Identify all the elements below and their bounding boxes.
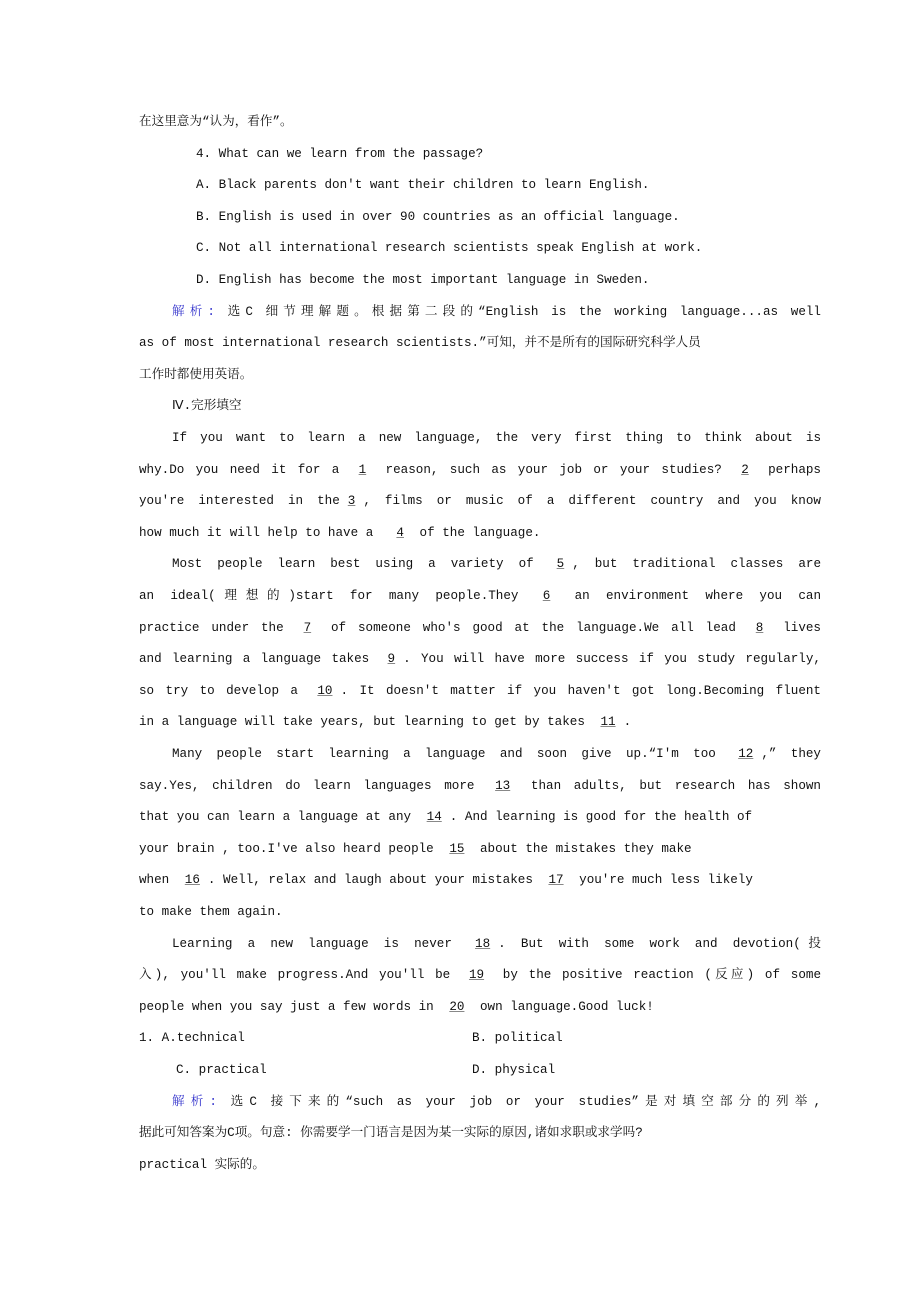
text-line <box>139 681 821 701</box>
text-line <box>139 1155 265 1175</box>
text-segment: . And learning is good for the health of <box>449 810 753 825</box>
text-segment: practice under the <box>139 620 296 635</box>
text-segment: ,” they <box>761 747 821 761</box>
text-line <box>139 870 753 890</box>
blank-number: 9 <box>387 652 396 667</box>
text-segment: B. English is used in over 90 countries as an official language. <box>196 209 680 224</box>
text-segment: why.Do you need it for a <box>139 462 351 477</box>
text-segment: . You will have more success if you study regularly, <box>403 652 821 667</box>
text-line <box>139 333 701 353</box>
text-segment: about the mistakes they make <box>472 841 692 856</box>
blank-number: 16 <box>184 873 200 888</box>
text-segment: . It doesn't matter if you haven't got long.Becoming fluent <box>340 683 821 698</box>
text-segment: people when you say just a few words in <box>139 999 442 1014</box>
text-line <box>139 460 821 480</box>
text-segment: A. Black parents don't want their children to learn English. <box>196 178 650 193</box>
text-line <box>172 396 242 416</box>
text-segment: . But with some work and devotion(投 <box>498 936 821 951</box>
text-segment: . Well, relax and laugh about your mistakes <box>207 873 541 888</box>
text-line <box>172 744 821 764</box>
text-segment: 据此可知答案为C项。句意: 你需要学一门语言是因为某一实际的原因,诸如求职或求学吗? <box>139 1126 643 1141</box>
text-line <box>196 238 702 258</box>
text-segment: 选C 接下来的“such as your job or your studies”是对填空部分的列举, <box>216 1094 821 1109</box>
blank-number: 13 <box>495 778 511 793</box>
text-segment: D. English has become the most important language in Sweden. <box>196 273 650 287</box>
blank-number: 18 <box>475 936 491 951</box>
blank-number: 17 <box>548 873 564 888</box>
analysis-label: 解析: <box>172 304 215 319</box>
text-segment: in a language will take years, but learning to get by takes <box>139 715 593 730</box>
text-segment: lives <box>771 620 821 635</box>
text-line <box>139 965 821 985</box>
text-line <box>139 112 293 132</box>
blank-number: 14 <box>426 810 442 825</box>
blank-number: 20 <box>449 999 465 1014</box>
text-segment: of someone who's good at the language.We all lead <box>319 620 748 635</box>
blank-number: 1 <box>358 462 367 477</box>
text-segment: how much it will help to have a <box>139 525 389 540</box>
text-segment: by the positive reaction (反应) of some <box>492 968 821 983</box>
text-segment: perhaps <box>756 462 821 477</box>
text-segment: 4. What can we learn from the passage? <box>196 146 484 161</box>
blank-number: 8 <box>755 620 764 635</box>
blank-number: 7 <box>303 620 312 635</box>
text-segment: of the language. <box>411 525 541 540</box>
text-segment: say.Yes, children do learn languages more <box>139 778 488 793</box>
text-line <box>139 902 283 922</box>
text-segment: an environment where you can <box>558 589 821 603</box>
blank-number: 3 <box>347 494 356 509</box>
text-segment: . <box>623 715 632 730</box>
text-line <box>196 144 483 164</box>
text-line <box>139 523 540 543</box>
text-line <box>139 586 821 606</box>
analysis-label: 解析: <box>172 1094 217 1109</box>
answer-option: C. practical <box>176 1063 267 1077</box>
text-line <box>139 839 692 859</box>
blank-number: 15 <box>449 841 465 856</box>
text-segment: 工作时都使用英语。 <box>139 367 253 382</box>
text-segment: , films or music of a different country and you know <box>363 494 821 509</box>
text-line <box>139 649 821 669</box>
text-line <box>172 428 821 448</box>
text-line <box>196 175 649 195</box>
text-segment: Learning a new language is never <box>172 936 468 951</box>
text-segment: Ⅳ.完形填空 <box>172 399 242 414</box>
text-line <box>139 997 654 1017</box>
text-segment: than adults, but research has shown <box>518 778 821 793</box>
text-line <box>172 934 821 954</box>
text-segment: and learning a language takes <box>139 652 380 667</box>
text-line <box>172 302 821 322</box>
text-segment: to make them again. <box>139 905 283 919</box>
text-segment: you're much less likely <box>571 873 753 888</box>
text-segment: an ideal(理想的)start for many people.They <box>139 589 535 603</box>
text-segment: that you can learn a language at any <box>139 810 419 825</box>
text-segment: practical 实际的。 <box>139 1157 265 1172</box>
blank-number: 5 <box>556 557 565 572</box>
text-segment: , but traditional classes are <box>572 557 822 572</box>
text-line <box>139 618 821 638</box>
text-line <box>139 807 752 827</box>
blank-number: 11 <box>600 715 616 730</box>
blank-number: 12 <box>738 747 754 761</box>
text-segment: when <box>139 873 177 888</box>
blank-number: 6 <box>542 589 551 603</box>
answer-option: B. political <box>472 1031 563 1046</box>
text-line <box>172 1092 821 1112</box>
text-line <box>139 365 252 385</box>
text-segment: own language.Good luck! <box>472 999 654 1014</box>
text-segment: 在这里意为“认为，看作”。 <box>139 115 293 129</box>
text-line <box>196 207 680 227</box>
text-segment: 选C 细节理解题。根据第二段的“English is the working language...as well <box>214 304 821 319</box>
blank-number: 2 <box>741 462 749 477</box>
text-segment: reason, such as your job or your studies? <box>374 462 734 477</box>
blank-number: 10 <box>317 683 333 698</box>
text-segment: Most people learn best using a variety of <box>172 557 549 572</box>
text-line <box>139 776 821 796</box>
blank-number: 19 <box>468 968 485 983</box>
text-segment: you're interested in the <box>139 494 340 509</box>
text-segment: your brain , too.I've also heard people <box>139 841 442 856</box>
text-line <box>196 270 649 290</box>
text-segment: as of most international research scientists.”可知，并不是所有的国际研究科学人员 <box>139 336 701 351</box>
text-line <box>139 491 821 511</box>
answer-option: 1. A.technical <box>139 1031 245 1046</box>
blank-number: 4 <box>396 525 404 540</box>
text-segment: 入), you'll make progress.And you'll be <box>139 968 461 983</box>
text-line <box>172 554 821 574</box>
text-segment: If you want to learn a new language, the very first thing to think about is <box>172 431 821 445</box>
text-line <box>139 712 631 732</box>
text-segment: Many people start learning a language and soon give up.“I'm too <box>172 747 731 761</box>
text-line <box>139 1123 643 1143</box>
text-segment: so try to develop a <box>139 683 310 698</box>
answer-option: D. physical <box>472 1063 556 1077</box>
text-segment: C. Not all international research scientists speak English at work. <box>196 241 703 256</box>
